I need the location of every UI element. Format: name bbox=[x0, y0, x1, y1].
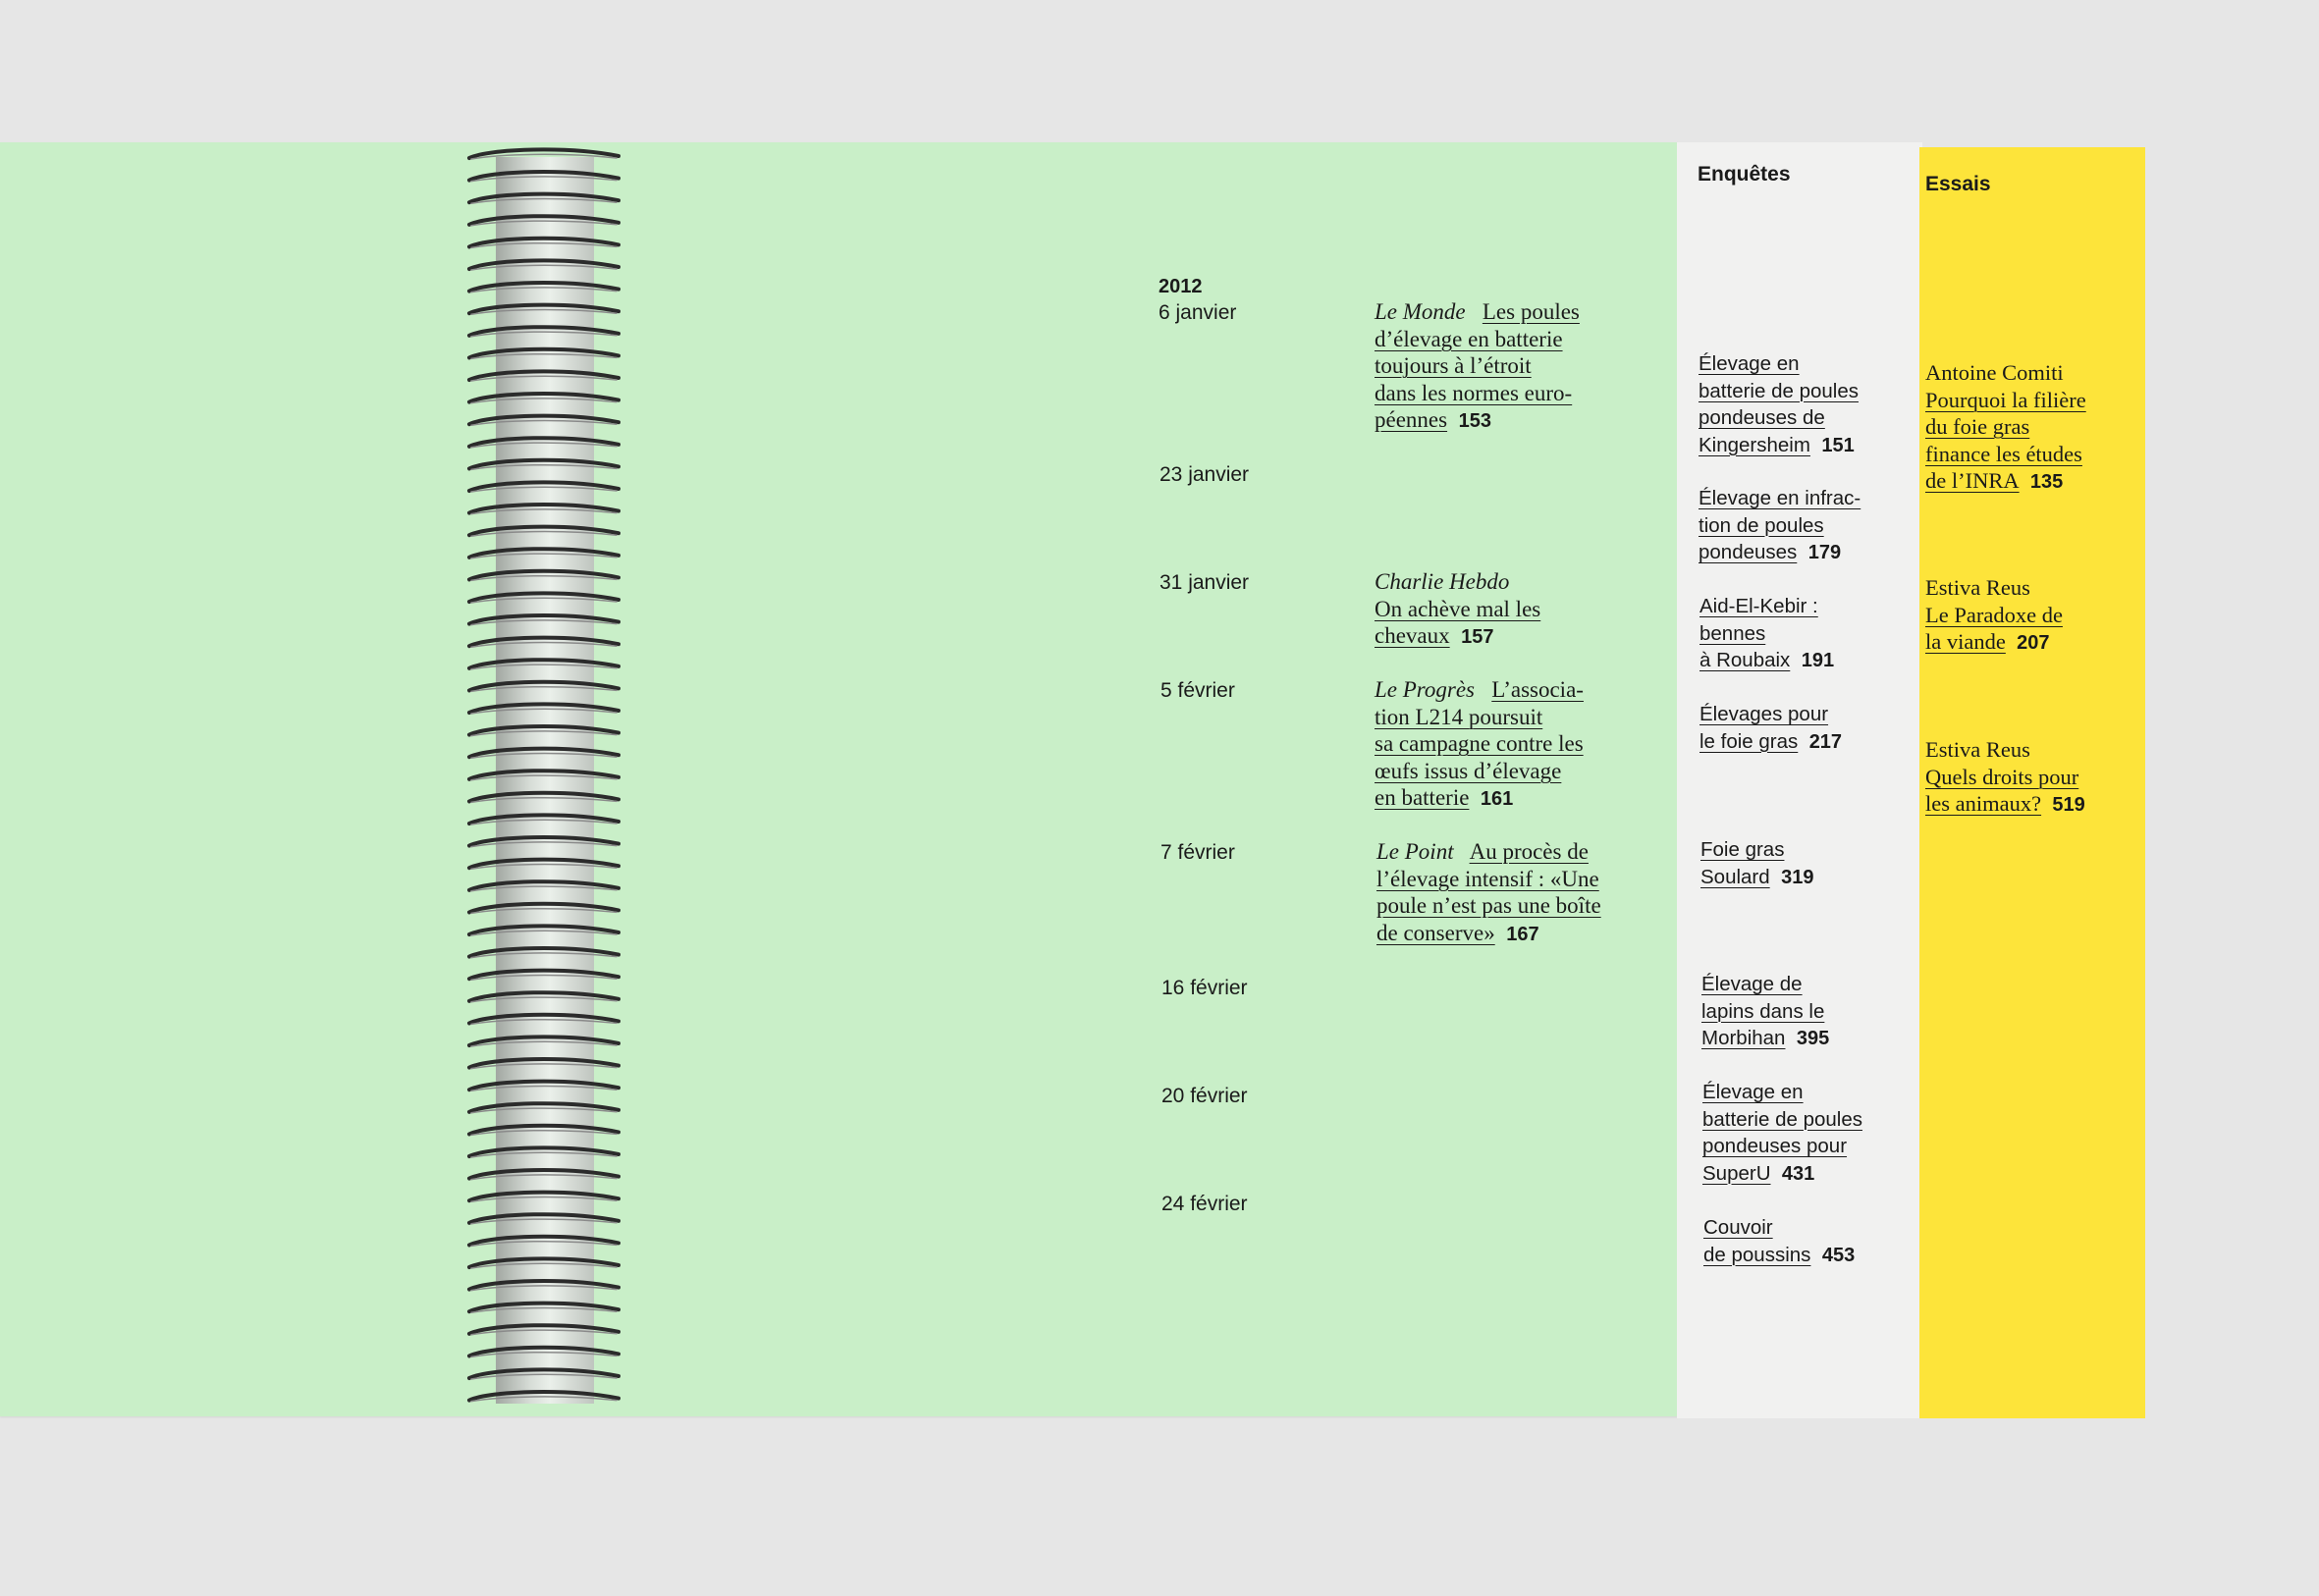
enquete-title-line[interactable]: Aid-El-Kebir : bbox=[1699, 595, 1818, 617]
enquete-entry bbox=[1700, 836, 1897, 891]
enquete-title-line[interactable]: Élevages pour bbox=[1699, 703, 1829, 725]
page-number: 153 bbox=[1458, 410, 1491, 432]
press-source: Le Progrès bbox=[1375, 677, 1476, 702]
essai-title-line[interactable]: finance les études bbox=[1925, 441, 2082, 466]
enquete-title-line[interactable]: bennes bbox=[1699, 621, 1766, 645]
press-entry bbox=[1375, 298, 1640, 436]
article-title-line[interactable]: L’associa- bbox=[1491, 677, 1584, 702]
enquetes-heading: Enquêtes bbox=[1698, 163, 1791, 186]
press-source: Le Point bbox=[1376, 839, 1454, 864]
article-title-line[interactable]: œufs issus d’élevage bbox=[1375, 758, 1562, 783]
enquete-title-line[interactable]: Soulard bbox=[1700, 865, 1770, 888]
enquete-title-line[interactable]: pondeuses bbox=[1699, 541, 1798, 563]
enquete-title-line[interactable]: Élevage en bbox=[1702, 1081, 1804, 1103]
essai-author: Estiva Reus bbox=[1925, 575, 2030, 600]
page-number: 395 bbox=[1796, 1028, 1830, 1049]
year-label: 2012 bbox=[1159, 276, 1203, 297]
essai-title-line[interactable]: les animaux? bbox=[1925, 791, 2042, 816]
article-title-line[interactable]: On achève mal les bbox=[1375, 596, 1541, 621]
page-number: 191 bbox=[1801, 650, 1835, 671]
press-source: Le Monde bbox=[1375, 299, 1466, 324]
essai-title-line[interactable]: de l’INRA bbox=[1925, 468, 2020, 493]
enquete-title-line[interactable]: Kingersheim bbox=[1699, 433, 1810, 456]
spiral-binding bbox=[461, 147, 628, 1413]
press-entry bbox=[1375, 676, 1640, 814]
press-entry bbox=[1376, 838, 1642, 948]
article-title-line[interactable]: poule n’est pas une boîte bbox=[1376, 893, 1601, 918]
page-number: 157 bbox=[1461, 626, 1494, 648]
enquete-title-line[interactable]: tion de poules bbox=[1699, 513, 1824, 537]
date-label: 7 février bbox=[1160, 841, 1235, 864]
enquete-title-line[interactable]: lapins dans le bbox=[1701, 999, 1825, 1023]
enquete-title-line[interactable]: Élevage de bbox=[1701, 973, 1803, 995]
article-title-line[interactable]: l’élevage intensif : «Une bbox=[1376, 866, 1599, 891]
enquete-title-line[interactable]: batterie de poules bbox=[1699, 379, 1859, 402]
article-title-line[interactable]: péennes bbox=[1375, 407, 1448, 432]
enquete-entry bbox=[1699, 593, 1896, 675]
date-label: 24 février bbox=[1161, 1193, 1248, 1215]
page-number: 319 bbox=[1781, 866, 1814, 888]
page-number: 207 bbox=[2017, 632, 2050, 654]
enquete-title-line[interactable]: Morbihan bbox=[1701, 1027, 1786, 1049]
essai-entry bbox=[1925, 359, 2122, 497]
enquete-entry bbox=[1699, 485, 1895, 567]
page-number: 151 bbox=[1821, 434, 1855, 456]
page-number: 431 bbox=[1781, 1162, 1815, 1185]
date-label: 31 janvier bbox=[1160, 571, 1250, 594]
press-entry bbox=[1375, 568, 1640, 652]
enquete-entry bbox=[1699, 350, 1895, 459]
page-number: 179 bbox=[1807, 542, 1842, 563]
page-number: 519 bbox=[2052, 794, 2085, 816]
article-title-line[interactable]: tion L214 poursuit bbox=[1375, 704, 1543, 729]
date-label: 16 février bbox=[1161, 977, 1248, 999]
article-title-line[interactable]: Au procès de bbox=[1469, 839, 1589, 864]
page-number: 161 bbox=[1480, 788, 1514, 810]
enquete-entry bbox=[1702, 1079, 1899, 1188]
enquete-title-line[interactable]: Élevage en infrac- bbox=[1699, 487, 1861, 509]
date-label: 6 janvier bbox=[1159, 301, 1237, 324]
coil-rings bbox=[461, 147, 628, 1413]
essai-entry bbox=[1925, 736, 2122, 820]
enquete-title-line[interactable]: à Roubaix bbox=[1699, 649, 1791, 671]
essais-heading: Essais bbox=[1925, 173, 1991, 195]
essai-title-line[interactable]: Quels droits pour bbox=[1925, 764, 2079, 789]
enquete-title-line[interactable]: batterie de poules bbox=[1702, 1107, 1862, 1131]
article-title-line[interactable]: en batterie bbox=[1375, 785, 1470, 810]
article-title-line[interactable]: toujours à l’étroit bbox=[1375, 353, 1532, 378]
page-number: 453 bbox=[1821, 1244, 1856, 1266]
date-label: 23 janvier bbox=[1160, 463, 1250, 486]
enquete-title-line[interactable]: Couvoir bbox=[1703, 1216, 1773, 1239]
essai-title-line[interactable]: Le Paradoxe de bbox=[1925, 602, 2063, 627]
enquete-title-line[interactable]: pondeuses de bbox=[1699, 406, 1825, 429]
essai-title-line[interactable]: la viande bbox=[1925, 629, 2006, 654]
essai-entry bbox=[1925, 574, 2122, 658]
article-title-line[interactable]: Les poules bbox=[1482, 299, 1580, 324]
date-label: 20 février bbox=[1161, 1085, 1248, 1107]
enquete-title-line[interactable]: Foie gras bbox=[1700, 838, 1785, 861]
enquete-entry bbox=[1701, 971, 1898, 1053]
essai-author: Estiva Reus bbox=[1925, 737, 2030, 762]
enquete-title-line[interactable]: Élevage en bbox=[1699, 352, 1800, 375]
article-title-line[interactable]: dans les normes euro- bbox=[1375, 380, 1573, 405]
press-source: Charlie Hebdo bbox=[1375, 569, 1510, 594]
enquete-entry bbox=[1703, 1214, 1900, 1269]
date-label: 5 février bbox=[1160, 679, 1235, 702]
essai-title-line[interactable]: du foie gras bbox=[1925, 414, 2030, 439]
enquete-title-line[interactable]: le foie gras bbox=[1699, 729, 1799, 753]
page-number: 135 bbox=[2029, 471, 2064, 493]
article-title-line[interactable]: sa campagne contre les bbox=[1375, 731, 1584, 756]
essai-author: Antoine Comiti bbox=[1925, 360, 2064, 385]
article-title-line[interactable]: d’élevage en batterie bbox=[1375, 326, 1563, 351]
page-number: 167 bbox=[1506, 923, 1539, 945]
enquete-title-line[interactable]: SuperU bbox=[1702, 1161, 1771, 1185]
enquete-entry bbox=[1699, 701, 1896, 756]
article-title-line[interactable]: de conserve» bbox=[1376, 920, 1495, 945]
article-title-line[interactable]: chevaux bbox=[1375, 623, 1450, 648]
enquete-title-line[interactable]: pondeuses pour bbox=[1702, 1135, 1848, 1157]
enquete-title-line[interactable]: de poussins bbox=[1703, 1243, 1811, 1266]
essai-title-line[interactable]: Pourquoi la filière bbox=[1925, 387, 2086, 412]
page-number: 217 bbox=[1808, 730, 1843, 753]
